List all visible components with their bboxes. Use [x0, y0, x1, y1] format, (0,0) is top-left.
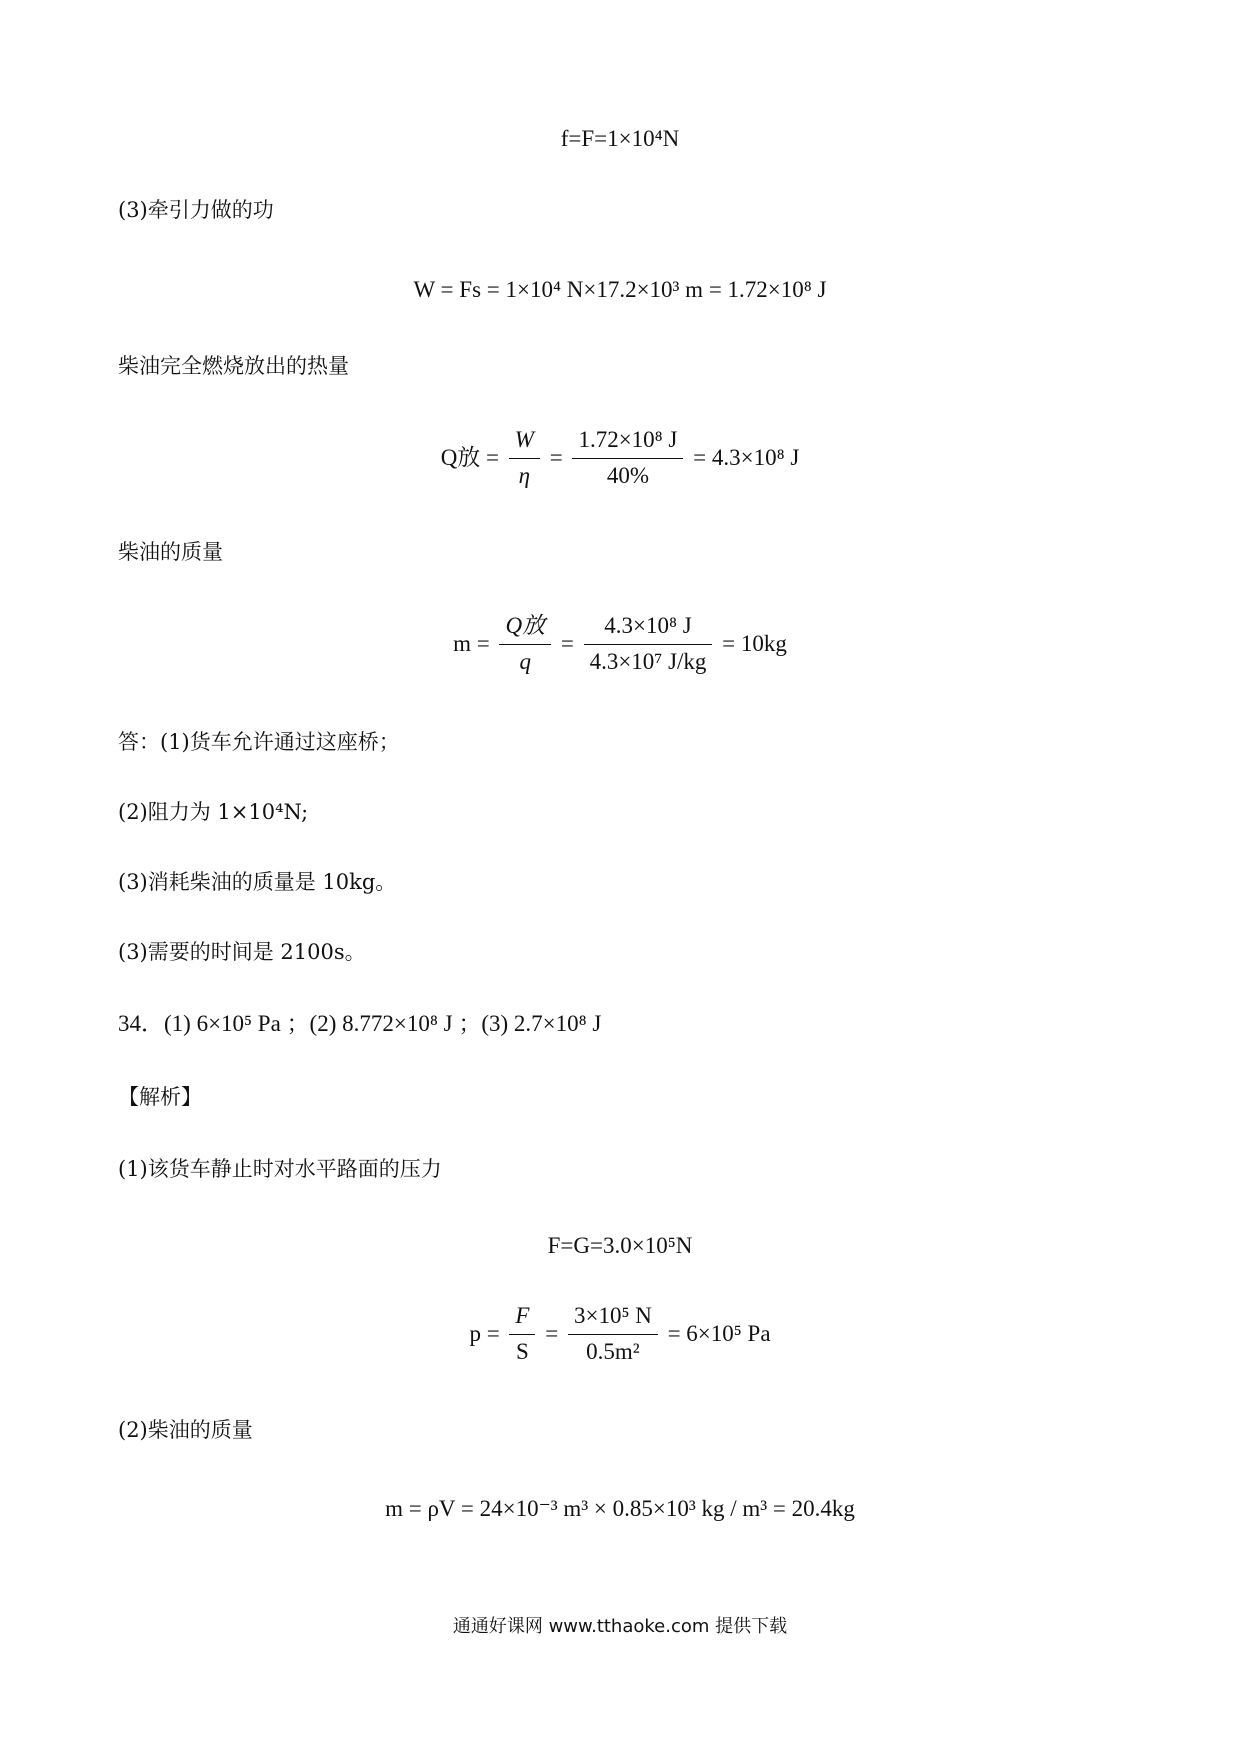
- heat-f2-denominator: 40%: [606, 462, 649, 488]
- pressure-lhs: p =: [469, 1321, 500, 1347]
- answer-4: (3)需要的时间是 2100s。: [118, 940, 366, 964]
- heat-f2-numerator: 1.72×10⁸ J: [572, 426, 683, 459]
- pressure-f2-denominator: 0.5m²: [586, 1338, 640, 1364]
- pressure-fraction-1: [509, 1302, 535, 1367]
- mass-f1-numerator: Q放: [499, 612, 551, 645]
- heat-f1-denominator: η: [518, 462, 531, 488]
- question-34-answers: 34．(1) 6×10⁵ Pa ；(2) 8.772×10⁸ J ；(3) 2.7×10⁸ J: [118, 1011, 602, 1036]
- mass-f2-denominator: 4.3×10⁷ J/kg: [589, 648, 707, 674]
- mass-rhs: = 10kg: [722, 631, 787, 657]
- pressure-fraction-2: [568, 1302, 658, 1367]
- heat-fraction-1: [509, 426, 540, 491]
- equation-diesel-mass: m = ρV = 24×10⁻³ m³ × 0.85×10³ kg / m³ = 20.4kg: [385, 1496, 855, 1521]
- equation-work: W = Fs = 1×10⁴ N×17.2×10³ m = 1.72×10⁸ J: [413, 277, 827, 302]
- mass-lhs: m =: [453, 631, 490, 657]
- mass-f2-numerator: 4.3×10⁸ J: [584, 612, 713, 645]
- heat-rhs: = 4.3×10⁸ J: [693, 445, 800, 471]
- mass-fraction-1: [499, 612, 551, 677]
- footer-source: 通通好课网 www.tthaoke.com 提供下载: [452, 1616, 788, 1637]
- analysis-heading: 【解析】: [118, 1085, 202, 1109]
- pressure-f2-numerator: 3×10⁵ N: [568, 1302, 658, 1335]
- pressure-f1-numerator: F: [509, 1302, 535, 1335]
- equation-friction: f=F=1×10⁴N: [560, 126, 680, 151]
- pressure-equals: =: [545, 1321, 559, 1347]
- pressure-f1-denominator: S: [516, 1338, 529, 1364]
- heading-diesel-mass: 柴油的质量: [118, 540, 223, 564]
- equation-pressure: [0, 1302, 1240, 1367]
- heading-diesel-mass-2: (2)柴油的质量: [118, 1418, 253, 1442]
- heat-equals: =: [549, 445, 563, 471]
- equation-force: F=G=3.0×10⁵N: [547, 1233, 693, 1258]
- answer-3: (3)消耗柴油的质量是 10kg。: [118, 870, 397, 894]
- answer-2: (2)阻力为 1×10⁴N;: [118, 800, 309, 824]
- heading-pressure-force: (1)该货车静止时对水平路面的压力: [118, 1157, 442, 1181]
- answer-1: 答：(1)货车允许通过这座桥；: [118, 730, 400, 754]
- heat-lhs: Q放 =: [440, 445, 500, 471]
- heading-heat-released: 柴油完全燃烧放出的热量: [118, 354, 349, 378]
- equation-heat: [0, 426, 1240, 491]
- mass-f1-denominator: q: [519, 648, 532, 674]
- heading-traction-work: (3)牵引力做的功: [118, 198, 274, 222]
- heat-f1-numerator: W: [509, 426, 540, 459]
- heat-fraction-2: [572, 426, 683, 491]
- equation-mass: [0, 612, 1240, 677]
- pressure-rhs: = 6×10⁵ Pa: [667, 1321, 771, 1347]
- mass-equals: =: [560, 631, 574, 657]
- mass-fraction-2: [584, 612, 713, 677]
